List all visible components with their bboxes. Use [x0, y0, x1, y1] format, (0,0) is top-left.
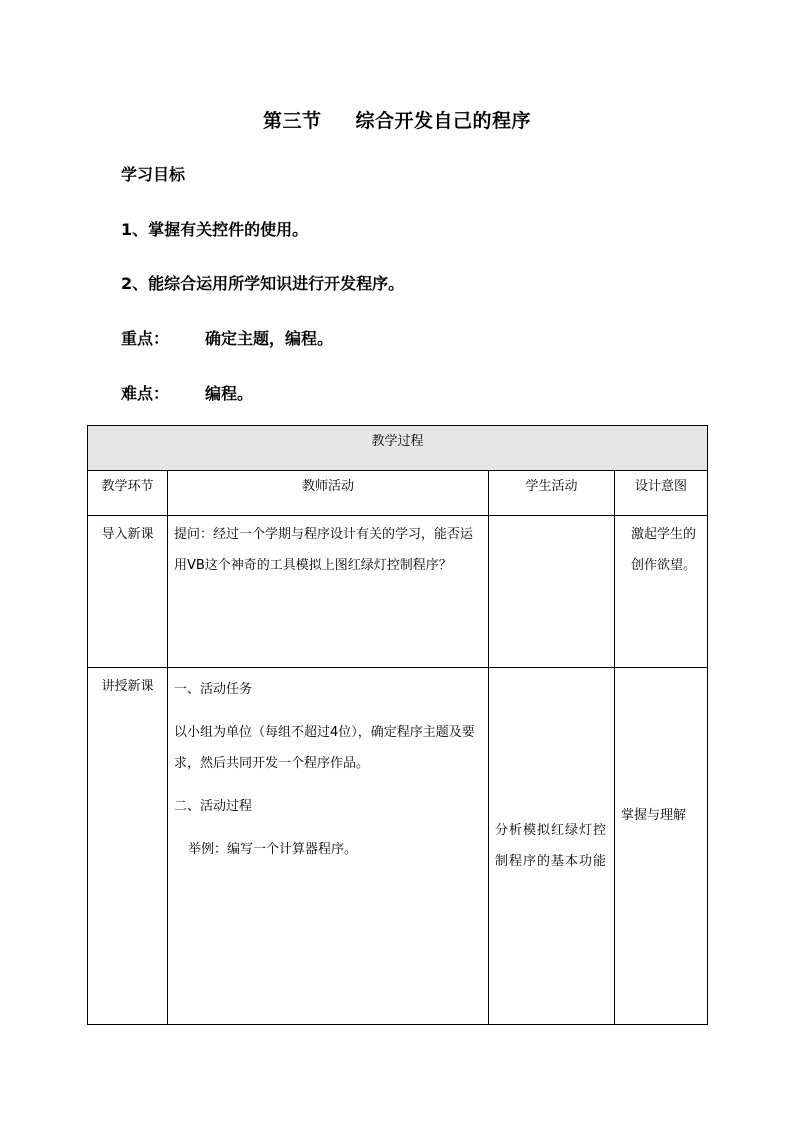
table-header: 教学过程 [88, 426, 708, 471]
row-design-intent: 掌握与理解 [615, 668, 708, 1025]
section-heading: 学习目标 [121, 165, 186, 184]
objective-1: 1、掌握有关控件的使用。 [121, 220, 309, 239]
row-teacher-activity [168, 516, 489, 668]
difficulty [121, 381, 253, 404]
key-point [121, 326, 333, 349]
table-row [88, 516, 708, 668]
row-teacher-activity [168, 668, 489, 1025]
column-header-intent: 设计意图 [615, 471, 708, 516]
column-header-stage: 教学环节 [88, 471, 168, 516]
column-header-student: 学生活动 [489, 471, 615, 516]
title-topic: 综合开发自己的程序 [355, 110, 532, 132]
difficulty-label: 难点： [121, 384, 170, 403]
row-stage: 导入新课 [88, 516, 168, 668]
difficulty-value: 编程。 [205, 384, 254, 403]
table-row [88, 668, 708, 1025]
row-student-activity [489, 516, 615, 668]
objective-2: 2、能综合运用所学知识进行开发程序。 [121, 274, 405, 293]
key-point-label: 重点： [121, 329, 170, 348]
row-student-activity: 分析模拟红绿灯控制程序的基本功能 [489, 668, 615, 1025]
title-section-number: 第三节 [262, 110, 322, 132]
design-intent-text: 激起学生的创作欲望。 [631, 527, 697, 573]
key-point-value: 确定主题，编程。 [205, 329, 334, 348]
row-stage: 讲授新课 [88, 668, 168, 1025]
column-header-row [88, 471, 708, 516]
teacher-activity-heading-2: 二、活动过程 [174, 799, 253, 814]
teacher-activity-example: 举例：编写一个计算器程序。 [188, 842, 358, 857]
column-header-teacher: 教师活动 [168, 471, 489, 516]
teaching-process-table [87, 425, 708, 1025]
teacher-activity-text: 以小组为单位（每组不超过4位），确定程序主题及要求，然后共同开发一个程序作品。 [174, 725, 475, 771]
teacher-activity-heading-1: 一、活动任务 [174, 682, 253, 697]
table-header-row [88, 426, 708, 471]
page-title [0, 106, 794, 133]
row-design-intent [615, 516, 708, 668]
teacher-activity-text: 提问：经过一个学期与程序设计有关的学习，能否运用VB这个神奇的工具模拟上图红绿灯控制程序？ [174, 527, 474, 573]
